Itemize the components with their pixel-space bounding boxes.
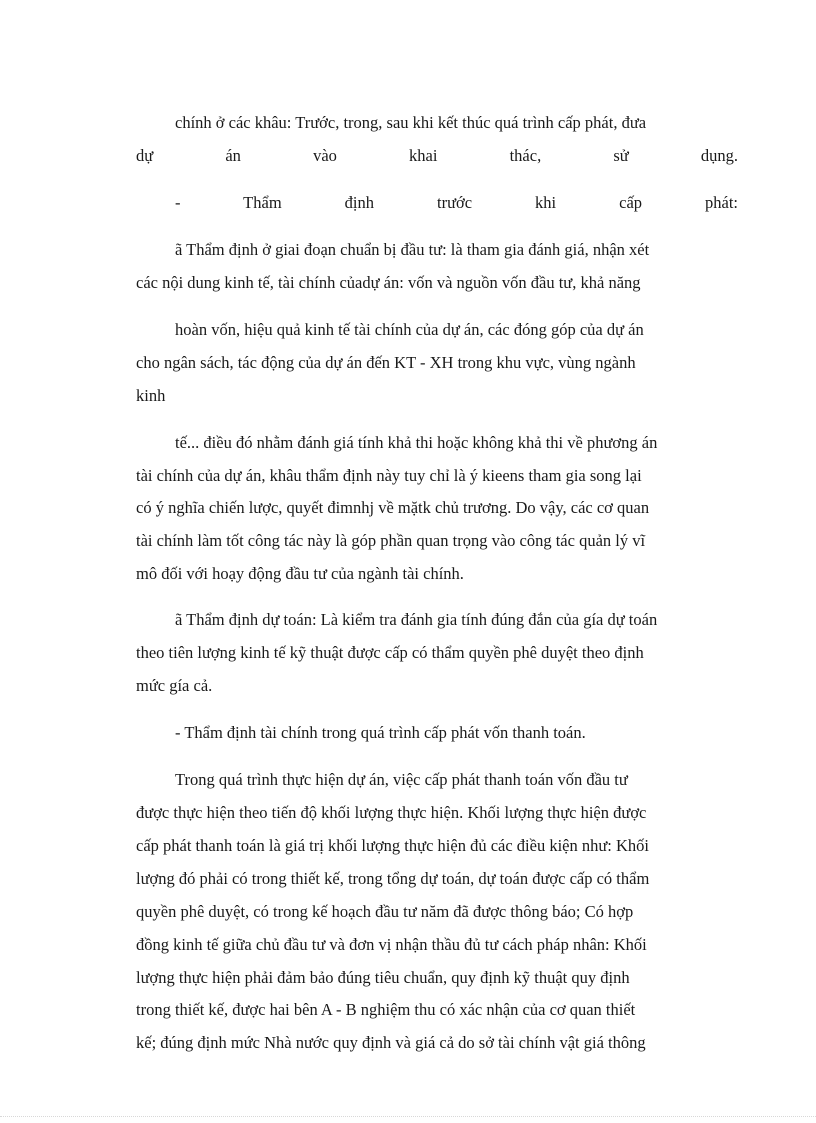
text-line: lượng thực hiện phải đảm bảo đúng tiêu chuẩn, quy định kỹ thuật quy định [136, 968, 630, 987]
text-line: kế; đúng định mức Nhà nước quy định và giá cả do sở tài chính vật giá thông [136, 1033, 646, 1052]
text-line: chính ở các khâu: Trước, trong, sau khi kết thúc quá trình cấp phát, đưa [175, 113, 647, 132]
page-bottom-border [0, 1116, 816, 1117]
text-line: trong thiết kế, được hai bên A - B nghiệm thu có xác nhận của cơ quan thiết [136, 1000, 636, 1019]
text-line: đồng kinh tế giữa chủ đầu tư và đơn vị nhận thầu đủ tư cách pháp nhân: Khối [136, 935, 647, 954]
text-line: cho ngân sách, tác động của dự án đến KT - XH trong khu vực, vùng ngành [136, 353, 636, 372]
text-line: các nội dung kinh tế, tài chính củadự án: vốn và nguồn vốn đầu tư, khả năng [136, 273, 641, 292]
text-line: lượng đó phải có trong thiết kế, trong tổng dự toán, dự toán được cấp có thẩm [136, 869, 650, 888]
text-line: - Thẩm định trước khi cấp phát: [175, 193, 738, 212]
text-line: mức gía cả. [136, 676, 213, 695]
text-line: mô đối với hoạy động đầu tư của ngành tài chính. [136, 564, 464, 583]
text-line: ã Thẩm định ở giai đoạn chuẩn bị đầu tư: là tham gia đánh giá, nhận xét [175, 240, 650, 259]
text-line: hoàn vốn, hiệu quả kinh tế tài chính của dự án, các đóng góp của dự án [175, 320, 644, 339]
text-line: cấp phát thanh toán là giá trị khối lượng thực hiện đủ các điều kiện như: Khối [136, 836, 650, 855]
text-line: ã Thẩm định dự toán: Là kiểm tra đánh gia tính đúng đắn của gía dự toán [175, 610, 658, 629]
text-line: tài chính của dự án, khâu thẩm định này tuy chỉ là ý kieens tham gia song lại [136, 466, 642, 485]
text-line: dự án vào khai thác, sử dụng. [136, 146, 738, 165]
text-line: - Thẩm định tài chính trong quá trình cấp phát vốn thanh toán. [175, 723, 586, 742]
text-line: tài chính làm tốt công tác này là góp phần quan trọng vào công tác quản lý vĩ [136, 531, 646, 550]
text-line: có ý nghĩa chiến lược, quyết đimnhj về mặtk chủ trương. Do vậy, các cơ quan [136, 498, 650, 517]
text-line: quyền phê duyệt, có trong kế hoạch đầu tư năm đã được thông báo; Có hợp [136, 902, 634, 921]
text-line: theo tiên lượng kinh tế kỹ thuật được cấp có thẩm quyền phê duyệt theo định [136, 643, 644, 662]
text-line: Trong quá trình thực hiện dự án, việc cấp phát thanh toán vốn đầu tư [175, 770, 628, 789]
text-line: được thực hiện theo tiến độ khối lượng thực hiện. Khối lượng thực hiện được [136, 803, 647, 822]
text-line: kinh [136, 386, 166, 405]
text-line: tế... điều đó nhằm đánh giá tính khả thi hoặc không khả thi về phương án [175, 433, 658, 452]
